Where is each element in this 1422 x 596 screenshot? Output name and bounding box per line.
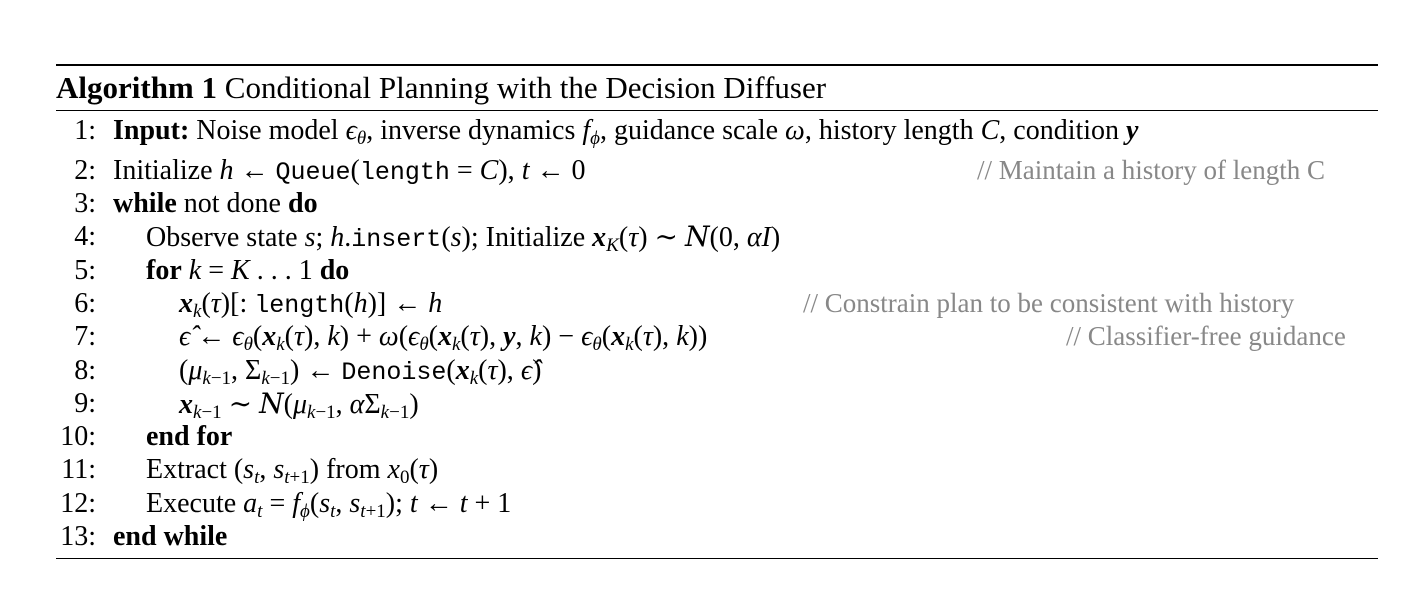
bottom-rule <box>56 558 1378 559</box>
text: , inverse dynamics <box>366 115 583 146</box>
text: from <box>319 454 388 485</box>
line-number: 13: <box>60 521 96 552</box>
line-code: for k = K . . . 1 do <box>146 255 350 286</box>
text: Extract <box>146 454 234 485</box>
code-token: Queue <box>275 158 351 187</box>
line-code <box>113 520 227 553</box>
title-rule <box>56 110 1378 111</box>
line-code: Extract ($s_t$, $s_{t+1}$) from $x_0(\tau)$ <box>146 454 439 488</box>
comment: // Maintain a history of length C <box>977 155 1325 185</box>
line-code: $x_k(\tau)$[: length(h)] ← h <box>179 288 443 322</box>
line-code: ($\mu_{k-1}$, $\Sigma_{k-1}$) ← $Denoise(x_k(\tau)$, ϵ̂) <box>179 355 542 389</box>
line-code: Input: Noise model $\epsilon_\theta$, inverse dynamics $f_\phi$, guidance scale ω, history length C, condition y <box>113 115 1139 149</box>
line-number: 12: <box>60 488 96 519</box>
line-number: 9: <box>74 388 96 419</box>
top-rule <box>56 64 1378 66</box>
text: , history length <box>804 115 981 146</box>
line-number: 11: <box>61 454 96 485</box>
keyword-end-for: end for <box>146 421 233 452</box>
line-number: 8: <box>74 355 96 386</box>
text: Execute <box>146 488 244 519</box>
line-code <box>113 187 318 220</box>
comment: // Classifier-free guidance <box>1066 321 1346 351</box>
line-code <box>146 420 232 453</box>
line-code: ϵ̂ ← $\epsilon_\theta(x_k(\tau)$, $k) + \omega(\epsilon_\theta(x_k(\tau)$, y, $k) - \epsilon_\theta(x_k(\tau)$, k)) <box>179 321 708 355</box>
line-code: Observe state s; h.insert(s); Initialize $x_K(\tau)$ ∼ N(0, αI) <box>146 220 781 256</box>
code-token: length <box>254 291 345 320</box>
line-number: 4: <box>74 221 96 252</box>
line-number: 5: <box>74 255 96 286</box>
line-number: 7: <box>74 321 96 352</box>
line-number: 2: <box>74 155 96 186</box>
text: Initialize <box>113 155 220 186</box>
line-number: 6: <box>74 288 96 319</box>
text: , guidance scale <box>600 115 786 146</box>
line-code: Execute $a_t = f_\phi(s_t$, $s_{t+1}$); t ← t + 1 <box>146 488 512 522</box>
text: Observe state <box>146 222 305 253</box>
algorithm-label: Algorithm 1 <box>56 70 218 105</box>
text: Noise model <box>189 115 346 146</box>
text: not done <box>176 188 288 219</box>
code-token: length <box>359 158 450 187</box>
keyword-end-while: end while <box>113 521 228 552</box>
comment: // Constrain plan to be consistent with history <box>803 288 1295 318</box>
keyword-do: do <box>319 255 350 286</box>
text: , condition <box>999 115 1127 146</box>
line-number: 10: <box>60 421 96 452</box>
line-number: 3: <box>74 188 96 219</box>
keyword-do: do <box>288 188 318 219</box>
keyword-while: while <box>113 188 177 219</box>
line-code: Initialize h ← Queue(length = C), t ← 0 <box>113 155 586 187</box>
keyword-for: for <box>146 255 182 286</box>
algorithm-title <box>56 68 826 108</box>
algorithm-name: Conditional Planning with the Decision Diffuser <box>224 70 827 105</box>
line-code: $x_{k-1}$ ∼ $N(\mu_{k-1}$, $\alpha\Sigma_{k-1}$) <box>179 387 419 423</box>
line-number: 1: <box>74 115 96 146</box>
text: Initialize <box>485 222 593 253</box>
code-token: insert <box>351 225 442 254</box>
keyword-input: Input: <box>113 115 190 146</box>
code-token: Denoise <box>341 358 447 387</box>
